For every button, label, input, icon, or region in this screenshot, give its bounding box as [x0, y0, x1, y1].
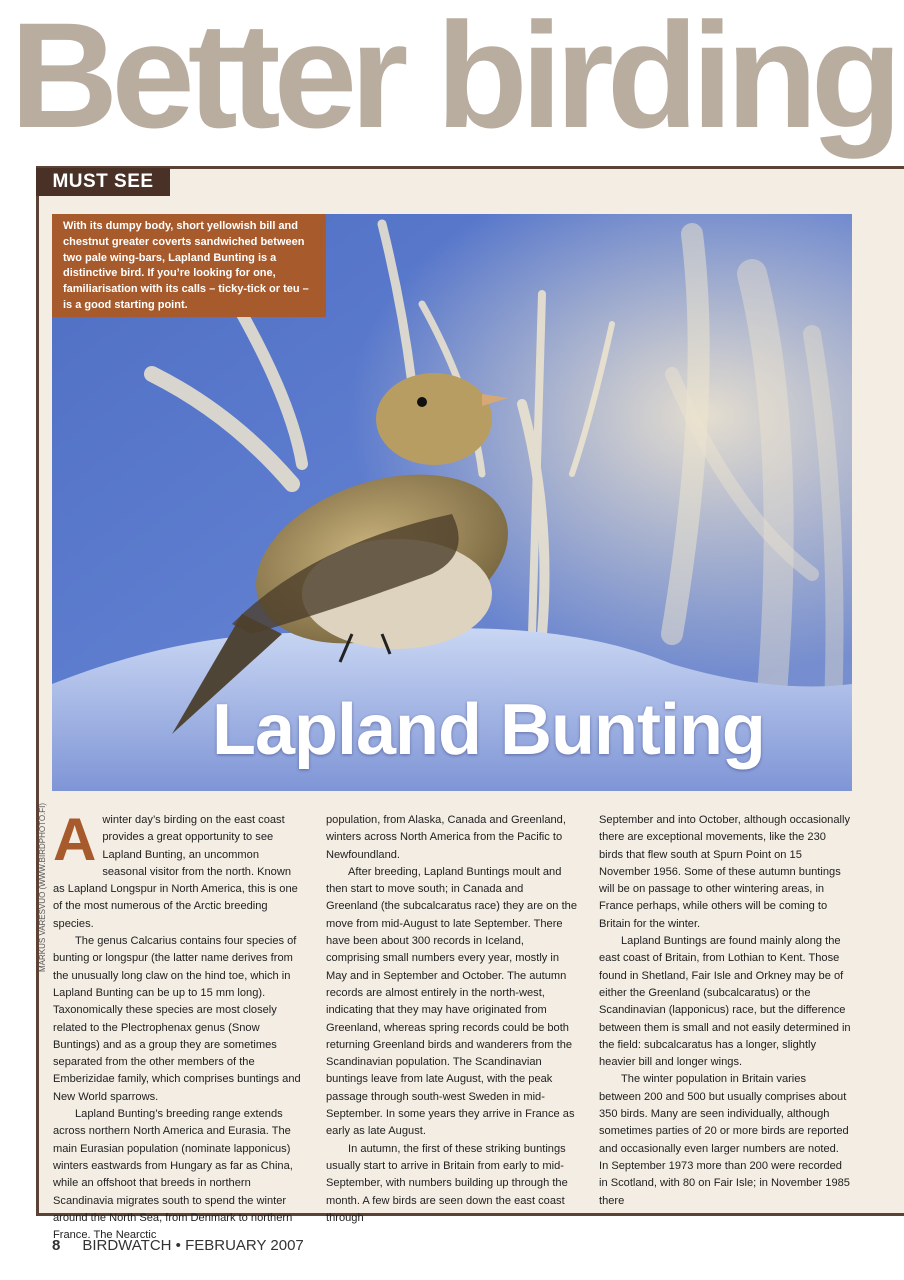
paragraph: In autumn, the first of these striking buntings usually start to arrive in Britain from early to mid-September, with numbers building up through the month. A few birds are seen down the east coast through	[326, 1142, 568, 1224]
paragraph: After breeding, Lapland Buntings moult and then start to move south; in Canada and Greenland (the subcalcaratus race) they are on the move from mid-August to late September. There have been about 300 records in Iceland, comprising small numbers every year, mostly in May and in September and October. The autumn records are almost entirely in the north-west, indicating that they may have originated from Greenland, whereas spring records could be both returning Greenland birds and wanderers from the Scandinavian population. The Scandinavian buntings leave from late August, with the peak passage through south-west Sweden in mid-September. In some years they arrive in France as early as late August.	[326, 865, 577, 1138]
paragraph: Lapland Buntings are found mainly along the east coast of Britain, from Lothian to Kent. Those found in Shetland, Fair Isle and Orkney may be of either the Greenland (subcalcaratus) or the Scandinavian (lapponicus) race, but the difference between them is small and not easily determined in the field: subcalcaratus has a longer, slightly heavier bill and longer wings.	[599, 935, 851, 1069]
article-title: Lapland Bunting	[212, 690, 765, 770]
drop-cap: A	[53, 806, 97, 873]
article-column-2	[326, 812, 578, 1227]
paragraph: September and into October, although occasionally there are exceptional movements, like the 230 birds that flew south at Spurn Point on 15 November 1956. Some of these autumn buntings will be on passage to other wintering areas, in France perhaps, while others will be coming to Britain for the winter.	[599, 814, 851, 930]
photo-credit: MARKUS VARESVUO (WWW.BIRDPHOTO.FI)	[38, 802, 47, 972]
paragraph: Lapland Bunting’s breeding range extends across northern North America and Eurasia. The main Eurasian population (nominate lapponicus) winters eastwards from Hungary as far as China, while an offshoot that breeds in northern Scandinavia migrates south to spend the winter around the North Sea, from Denmark to northern France. The Nearctic	[53, 1108, 293, 1242]
paragraph: population, from Alaska, Canada and Greenland, winters across North America from the Pacific to Newfoundland.	[326, 814, 566, 861]
paragraph: Awinter day’s birding on the east coast provides a great opportunity to see Lapland Bunting, an uncommon seasonal visitor from the north. Known as Lapland Longspur in North America, this is one of the most numerous of the Arctic breeding species.	[53, 806, 298, 930]
paragraph: The genus Calcarius contains four species of bunting or longspur (the latter name derives from the unusually long claw on the hind toe, which in Lapland Bunting can be up to 15 mm long). Taxonomically these species are most closely related to the Plectrophenax genus (Snow Buntings) and as a group they are sometimes separated from the other members of the Emberizidae family, which comprises buntings and New World sparrows.	[53, 935, 301, 1103]
publication-line: BIRDWATCH • FEBRUARY 2007	[82, 1237, 304, 1254]
paragraph: The winter population in Britain varies between 200 and 500 but usually comprises about 350 birds. Many are seen individually, although sometimes parties of 20 or more birds are reported and occasionally even larger numbers are noted. In September 1973 more than 200 were recorded in Scotland, with 80 on Fair Isle; in November 1985 there	[599, 1073, 850, 1207]
masthead-title: Better birding	[10, 0, 896, 159]
article-column-1	[53, 806, 305, 1244]
page-number: 8	[52, 1237, 61, 1254]
page-footer	[52, 1237, 304, 1254]
article-column-3	[599, 812, 851, 1210]
section-tag: MUST SEE	[36, 168, 170, 196]
photo-caption: With its dumpy body, short yellowish bill and chestnut greater coverts sandwiched between two pale wing-bars, Lapland Bunting is a distinctive bird. If you’re looking for one, familiarisation with its calls – ticky-tick or teu – is a good starting point.	[52, 214, 326, 317]
